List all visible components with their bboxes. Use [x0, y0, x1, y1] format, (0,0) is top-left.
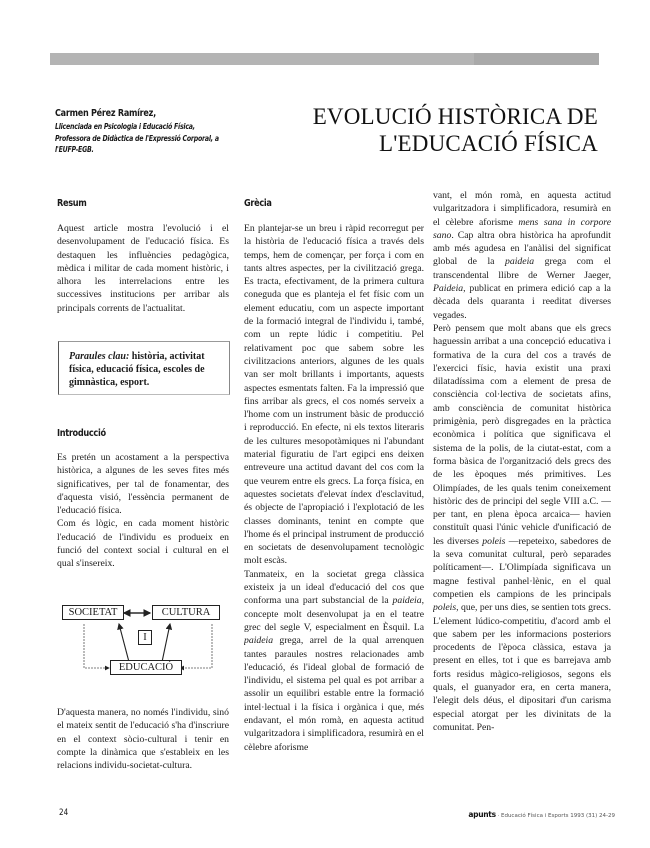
grecia-column-3 — [433, 189, 611, 794]
society-culture-education-diagram — [62, 600, 232, 680]
introduccio-after-diagram — [57, 706, 229, 772]
author-name: Carmen Pérez Ramírez, — [55, 108, 156, 119]
diagram-box-educacio: EDUCACIÓ — [110, 660, 182, 675]
keywords-text: història, activitat física, educació física, escoles de gimnàstica, esport. — [69, 351, 205, 389]
grecia-paragraph-3: Però pensem que molt abans que els grecs haguessin arribat a una concepció educativa i formativa de la cura del cos a través de l'exercici físic, havia existit una praxi dilatadíssima com a element de presa de consciència col·lectiva de societats afins, amb consciència de comunitat històrica primigènia, però disgregades en la pràctica econòmica i política que significava el sistema de la polis, de la ciutat-estat, com a forma bàsica de l'organització dels grecs des de les èpoques més primitives. Les Olimpíades, de les quals tenim coneixement històric des de principi del segle VIII a.C. —per tant, en plena època arcaica— havien constituït quasi l'únic vehicle d'unificació de les diverses poleis —repeteixo, sabedores de la seva comunitat cultural, però separades políticament—. L'Olimpíada significava un magne festival panhel·lènic, en el qual competien els campions de les principals poleis, que, per uns dies, se sentien tots grecs. L'element lúdico-competitiu, d'acord amb el que sabem per les informacions posteriors procedents de l'època clàssica, estava ja present en elles, tot i que es barrejava amb forts residus màgico-religiosos, segons els quals, el guanyador era, en certa manera, l'elegit dels déus, el dipositari d'un carisma especial atorgat per les divinitats de la comunitat. Pen- — [433, 322, 611, 733]
diagram-box-individu: I — [138, 630, 152, 645]
grecia-heading: Grècia — [244, 198, 272, 209]
article-title — [313, 103, 598, 157]
journal-details: · Educació Física i Esports 1993 (31) 24-29 — [495, 813, 615, 819]
introduccio-text — [57, 451, 229, 571]
resum-heading: Resum — [57, 198, 87, 209]
page-number: 24 — [59, 808, 69, 818]
grecia-paragraph-2-end: vant, el món romà, en aquesta actitud vulgaritzadora i simplificadora, resumirà en el cèlebre aforisme mens sana in corpore sano. Cap altra obra històrica ha aprofundit amb més agudesa en l'anàlisi del significat global de la paideia grega com el transcendental llibre de Werner Jaeger, Paideia, publicat en primera edició cap a la dècada dels quaranta i reeditat diverses vegades. — [433, 190, 611, 321]
introduccio-paragraph-2: Com és lògic, en cada moment històric l'educació de l'individu es produeix en funció del context social i cultural en el qual s'insereix. — [57, 518, 229, 570]
resum-paragraph: Aquest article mostra l'evolució i el desenvolupament de l'educació física. Es destaquen les influències pedagògica, mèdica i militar de cada moment històric, i alhora les interrelacions entre les successives institucions per arribar als principals corrents de l'actualitat. — [57, 223, 229, 314]
author-affiliation-1: Llicenciada en Psicologia i Educació Física, — [55, 122, 195, 131]
title-line-1: EVOLUCIÓ HISTÒRICA DE — [312, 104, 598, 129]
diagram-box-cultura: CULTURA — [152, 605, 220, 620]
keywords-label: Paraules clau: — [69, 351, 130, 362]
author-affiliation-2: Professora de Didàctica de l'Expressió Corporal, a — [55, 133, 219, 143]
resum-text — [57, 222, 229, 315]
title-line-2: L'EDUCACIÓ FÍSICA — [378, 131, 598, 156]
keywords-box — [58, 341, 230, 395]
introduccio-paragraph-1: Es pretén un acostament a la perspectiva històrica, a algunes de les seves fites més significatives, per tal de fonamentar, des d'aquesta visió, l'essència permanent de l'educació física. — [57, 452, 229, 517]
grecia-paragraph-2-start: Tanmateix, en la societat grega clàssica existeix ja un ideal d'educació del cos que conforma una part substancial de la paideia, concepte molt desenvolupat ja en el teatre grec del segle V, especialment en Èsquil. La paideia grega, arrel de la qual arrenquen tantes paraules nostres relacionades amb l'educació, és l'ideal global de formació de l'individu, el sistema pel qual es pot arribar a assolir un equilibri estable entre la formació intel·lectual i la física i orgànica i que, més endavant, el món romà, en aquesta actitud vulgaritzadora i simplificadora, resumirà en el cèlebre aforisme — [244, 568, 424, 753]
diagram-box-societat: SOCIETAT — [62, 605, 124, 620]
header-band-end — [474, 53, 599, 65]
author-block — [55, 108, 285, 156]
header-band — [50, 53, 474, 65]
grecia-column-2 — [244, 222, 424, 792]
author-affiliation-3: l'EUFP-EGB. — [55, 145, 94, 154]
introduccio-heading: Introducció — [57, 428, 106, 439]
grecia-paragraph-1: En plantejar-se un breu i ràpid recorregut per la història de l'educació física a través dels temps, hem de començar, per força i com en tants altres aspectes, per la civilització grega. Es tracta, efectivament, de la primera cultura coneguda que es planteja el fet físic com un element educatiu, com un aspecte important de la formació integral de l'individu i, també, com un repte lúdic i competitiu. Pel relativament poc que sabem sobre les civilitzacions anteriors, algunes de les quals van ser molt brillants i importants, aquests aspectes esmentats falten. Fa la impressió que fins arribar als grecs, el cos només serveix a l'home com un instrument bàsic de producció i reproducció. En efecte, ni els textos literaris de les cultures mesopotàmiques ni l'abundant material figuratiu de l'art egipci ens deixen entreveure una actitud davant del cos com la que veurem entre els grecs. La força física, en aquestes societats d'elevat índex d'esclavitud, és objecte de l'apropiació i l'explotació de les classes dominants, tenint en compte que l'home és el principal instrument de producció en societats de desenvolupament tecnològic molt escàs. — [244, 223, 424, 567]
introduccio-paragraph-3: D'aquesta manera, no només l'individu, sinó el mateix sentit de l'educació s'ha d'inscriure en el context sòcio-cultural i tenir en compte la dinàmica que s'estableix en les relacions individu-societat-cultura. — [57, 707, 230, 772]
journal-footer — [468, 810, 615, 819]
journal-name: apunts — [468, 810, 496, 819]
